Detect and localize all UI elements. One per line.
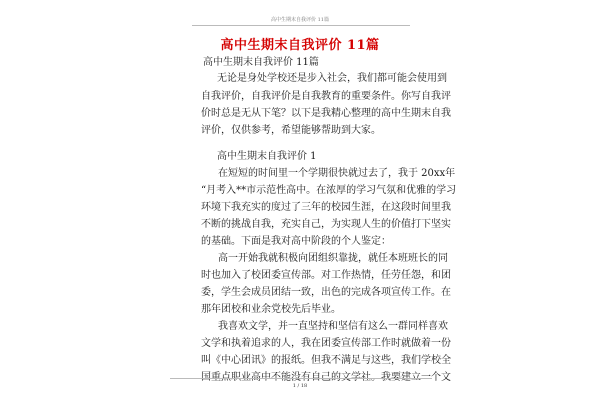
body-line: 叫《中心团讯》的报纸。但我不满足与这些，我们学校全	[201, 355, 451, 366]
body-line: 环境下我充实的度过了三年的校园生涯，在这段时间里我	[201, 202, 451, 213]
body-line: 不断的挑战自我，充实自己，为实现人生的价值打下坚实	[201, 219, 451, 230]
footer-divider	[170, 378, 432, 379]
intro-line: 自我评价，自我评价是自我教育的重要条件。你写自我评	[201, 91, 451, 102]
intro-line: 评价，仅供参考，希望能够帮助到大家。	[201, 125, 381, 136]
body-line: 在短短的时间里一个学期很快就过去了，我于 20xx年	[218, 168, 456, 179]
header-divider	[192, 25, 410, 26]
intro-line: 价时总是无从下笔？以下是我精心整理的高中生期末自我	[201, 108, 451, 119]
body-line: 文学和执着追求的人，我在团委宣传部工作时就做着一份	[201, 338, 451, 349]
body-line: “月考入**市示范性高中。在浓厚的学习气氛和优雅的学习	[201, 185, 457, 196]
body-line: 的基础。下面是我对高中阶段的个人鉴定：	[201, 236, 391, 247]
page-header: 高中生期末自我评价 11篇	[271, 17, 329, 23]
body-line: 那年团校和业余党校先后毕业。	[201, 304, 341, 315]
document-title: 高中生期末自我评价 11篇	[220, 38, 380, 53]
body-line: 国重点职业高中不能没有自己的文学社。我要建立一个文	[201, 372, 451, 383]
body-line: 高一开始我就积极向团组织靠拢，就任本班班长的同	[218, 253, 448, 264]
intro-line: 无论是身处学校还是步入社会，我们都可能会使用到	[217, 73, 447, 84]
document-subtitle: 高中生期末自我评价 11篇	[203, 57, 319, 68]
body-line: 委，学生会成员团结一致，出色的完成各项宣传工作。在	[201, 287, 451, 298]
body-line: 我喜欢文学，并一直坚持和坚信有这么一群同样喜欢	[218, 321, 448, 332]
body-line: 时也加入了校团委宣传部。对工作热情，任劳任怨，和团	[201, 270, 451, 281]
section-heading: 高中生期末自我评价 1	[217, 151, 317, 162]
page-number: 1 / 18	[292, 383, 308, 389]
